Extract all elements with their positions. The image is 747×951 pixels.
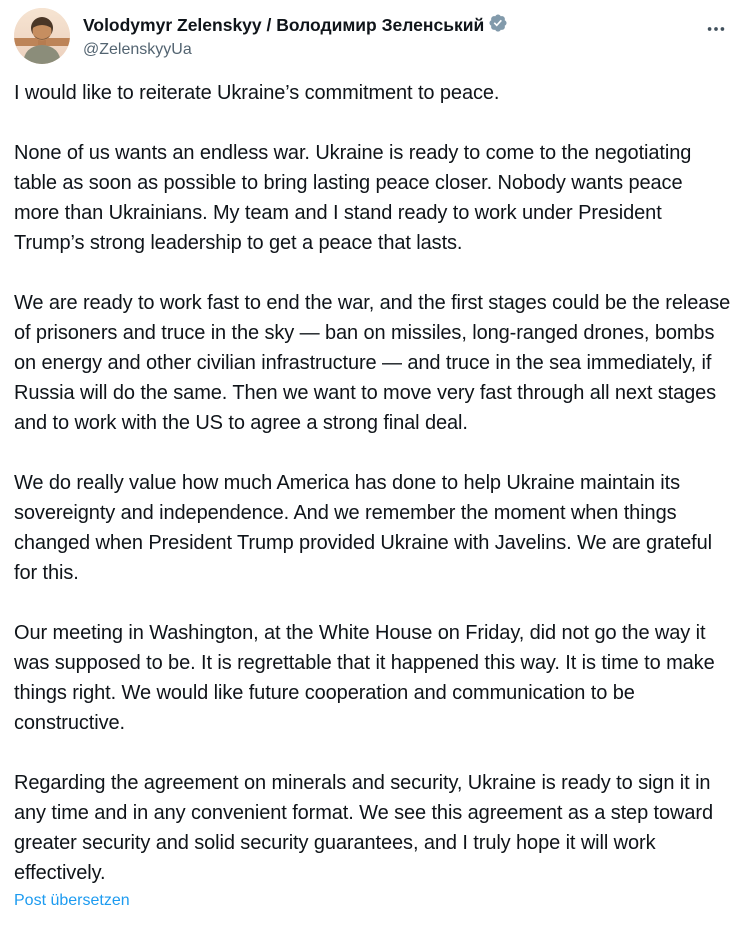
post-paragraph: We do really value how much America has done to help Ukraine maintain its sovereignty and independence. And we remember the moment when things changed when President Trump provided Ukraine with Javelins. We are grateful for this. [14, 472, 712, 584]
display-name-text: Volodymyr Zelenskyy / Володимир Зеленський [83, 14, 485, 35]
post-paragraph: None of us wants an endless war. Ukraine is ready to come to the negotiating table as soon as possible to bring lasting peace closer. Nobody wants peace more than Ukrainians. My team and I stand ready to work under President Trump’s strong leadership to get a peace that lasts. [14, 142, 692, 254]
more-options-button[interactable] [699, 12, 733, 46]
post-text [14, 78, 733, 888]
display-name[interactable] [83, 12, 508, 38]
tweet-header [14, 8, 733, 64]
post-paragraph: I would like to reiterate Ukraine’s commitment to peace. [14, 82, 500, 104]
verified-badge-icon [488, 13, 508, 38]
post-paragraph: Our meeting in Washington, at the White House on Friday, did not go the way it was supposed to be. It is regrettable that it happened this way. It is time to make things right. We would like future cooperation and communication to be constructive. [14, 622, 715, 734]
translate-post-link[interactable]: Post übersetzen [14, 892, 130, 909]
avatar-illustration [14, 8, 70, 64]
post-paragraph: We are ready to work fast to end the war, and the first stages could be the release of prisoners and truce in the sky — ban on missiles, long-ranged drones, bombs on energy and other civilian infrastructure — and truce in the sea immediately, if Russia will do the same. Then we want to move very fast through all next stages and to work with the US to agree a strong final deal. [14, 292, 731, 434]
avatar[interactable] [14, 8, 70, 64]
post-paragraph: Regarding the agreement on minerals and security, Ukraine is ready to sign it in any time and in any convenient format. We see this agreement as a step toward greater security and solid security guarantees, and I truly hope it will work effectively. [14, 772, 713, 884]
user-handle: @ZelenskyyUa [83, 41, 192, 58]
user-block [83, 8, 508, 60]
three-dots-more-icon [705, 18, 727, 40]
